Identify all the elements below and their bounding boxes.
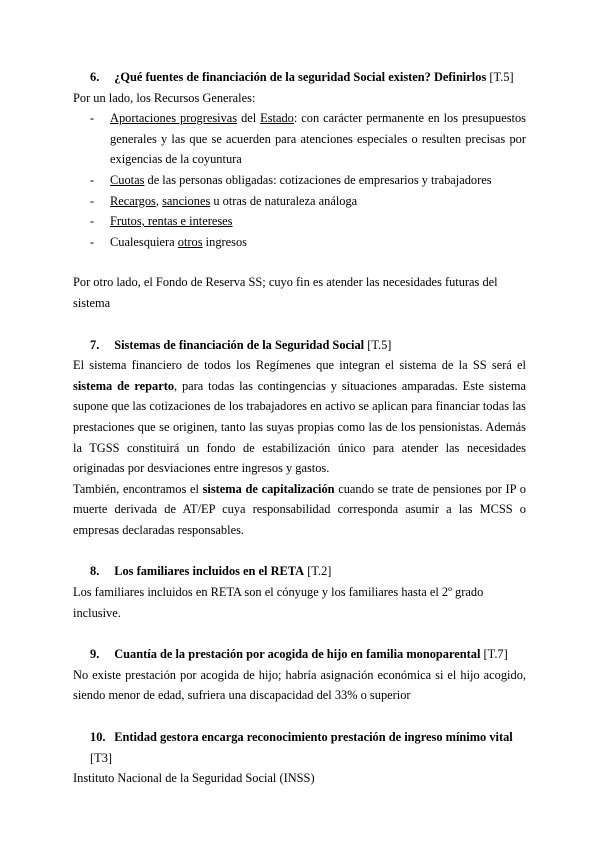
- list-item: [90, 108, 526, 170]
- section-6-intro: Por un lado, los Recursos Generales:: [73, 90, 256, 105]
- section-title: ¿Qué fuentes de financiación de la seguridad Social existen? Definirlos: [114, 70, 487, 84]
- dash-bullet: -: [90, 214, 95, 229]
- section-topic: [T.5]: [489, 70, 514, 84]
- section-heading-8: [73, 561, 526, 582]
- section-topic: [T3]: [90, 750, 113, 765]
- section-7-paragraph-2: [73, 479, 526, 541]
- list-item: [90, 211, 526, 232]
- term-cuotas: Cuotas: [110, 172, 145, 187]
- section-topic: [T.7]: [483, 647, 508, 662]
- section-title: Sistemas de financiación de la Seguridad Social: [114, 337, 365, 352]
- section-topic: [T.5]: [367, 337, 392, 352]
- funding-sources-list: [73, 108, 526, 252]
- section-title: Cuantía de la prestación por acogida de hijo en familia monoparental: [114, 647, 481, 662]
- document-content: [73, 67, 526, 789]
- section-7-paragraph-1: [73, 355, 526, 479]
- text: cuando se trate de pensiones por IP o muerte derivada de AT/EP cuya responsabilidad corresponda asumir a las MCSS o empresas declaradas responsables.: [73, 481, 526, 537]
- term-otros: otros: [177, 234, 203, 249]
- text: El sistema financiero de todos los Regímenes que integran el sistema de la SS será el: [73, 358, 526, 373]
- section-number: 9.: [90, 647, 100, 662]
- text: de las personas obligadas: cotizaciones de empresarios y trabajadores: [144, 172, 492, 187]
- section-number: 7.: [90, 337, 100, 352]
- text: , para todas las contingencias y situaciones amparadas. Este sistema supone que las cotizaciones de los trabajadores en activo se aplican para financiar todas las prestaciones que se originen, tanto las suyas propias como las de los pensionistas. Además la TGSS constituirá un fondo de estabilización único para atender las necesidades originadas por desviaciones entre ingresos y gastos.: [73, 378, 526, 476]
- section-heading-10: [73, 727, 526, 768]
- text: del: [237, 111, 261, 126]
- text: Cualesquiera: [110, 234, 178, 249]
- dash-bullet: -: [90, 111, 95, 126]
- section-topic: [T.2]: [307, 564, 332, 579]
- text: También, encontramos el: [73, 481, 203, 496]
- section-title: Entidad gestora encarga reconocimiento prestación de ingreso mínimo vital: [114, 730, 513, 745]
- section-6-outro: Por otro lado, el Fondo de Reserva SS; cuyo fin es atender las necesidades futuras del sistema: [73, 275, 498, 310]
- section-9-answer: No existe prestación por acogida de hijo; habría asignación económica si el hijo acogido, siendo menor de edad, sufriera una discapacidad del 33% o superior: [73, 667, 526, 703]
- text: : con carácter permanente en los presupuestos generales y las que se acuerden para atenciones especiales o resulten precisas por exigencias de la coyuntura: [110, 111, 526, 167]
- dash-bullet: -: [90, 172, 95, 187]
- list-item: [90, 232, 526, 253]
- text: ingresos: [202, 234, 247, 249]
- term-aportaciones: Aportaciones progresivas: [110, 111, 238, 126]
- section-title: Los familiares incluidos en el RETA: [114, 564, 305, 579]
- section-heading-7: [73, 335, 526, 356]
- term-sistema-capitalizacion: sistema de capitalización: [202, 481, 335, 496]
- section-number: 6.: [90, 70, 100, 84]
- list-item: [90, 191, 526, 212]
- dash-bullet: -: [90, 193, 95, 208]
- section-number: 8.: [90, 564, 100, 579]
- term-recargos: Recargos: [110, 193, 156, 208]
- term-sistema-reparto: sistema de reparto: [73, 378, 175, 393]
- section-number: 10.: [90, 730, 106, 745]
- list-item: [90, 170, 526, 191]
- section-heading-9: [73, 644, 526, 665]
- text: u otras de naturaleza análoga: [210, 193, 358, 208]
- section-heading-6: [73, 67, 526, 88]
- term-sanciones: sanciones: [162, 193, 211, 208]
- section-8-answer: Los familiares incluidos en RETA son el cónyuge y los familiares hasta el 2º grado inclusive.: [73, 585, 484, 620]
- text: ,: [155, 193, 163, 208]
- dash-bullet: -: [90, 234, 95, 249]
- section-10-answer: Instituto Nacional de la Seguridad Social (INSS): [73, 771, 315, 786]
- term-frutos: Frutos, rentas e intereses: [110, 214, 233, 229]
- term-estado: Estado: [260, 111, 294, 126]
